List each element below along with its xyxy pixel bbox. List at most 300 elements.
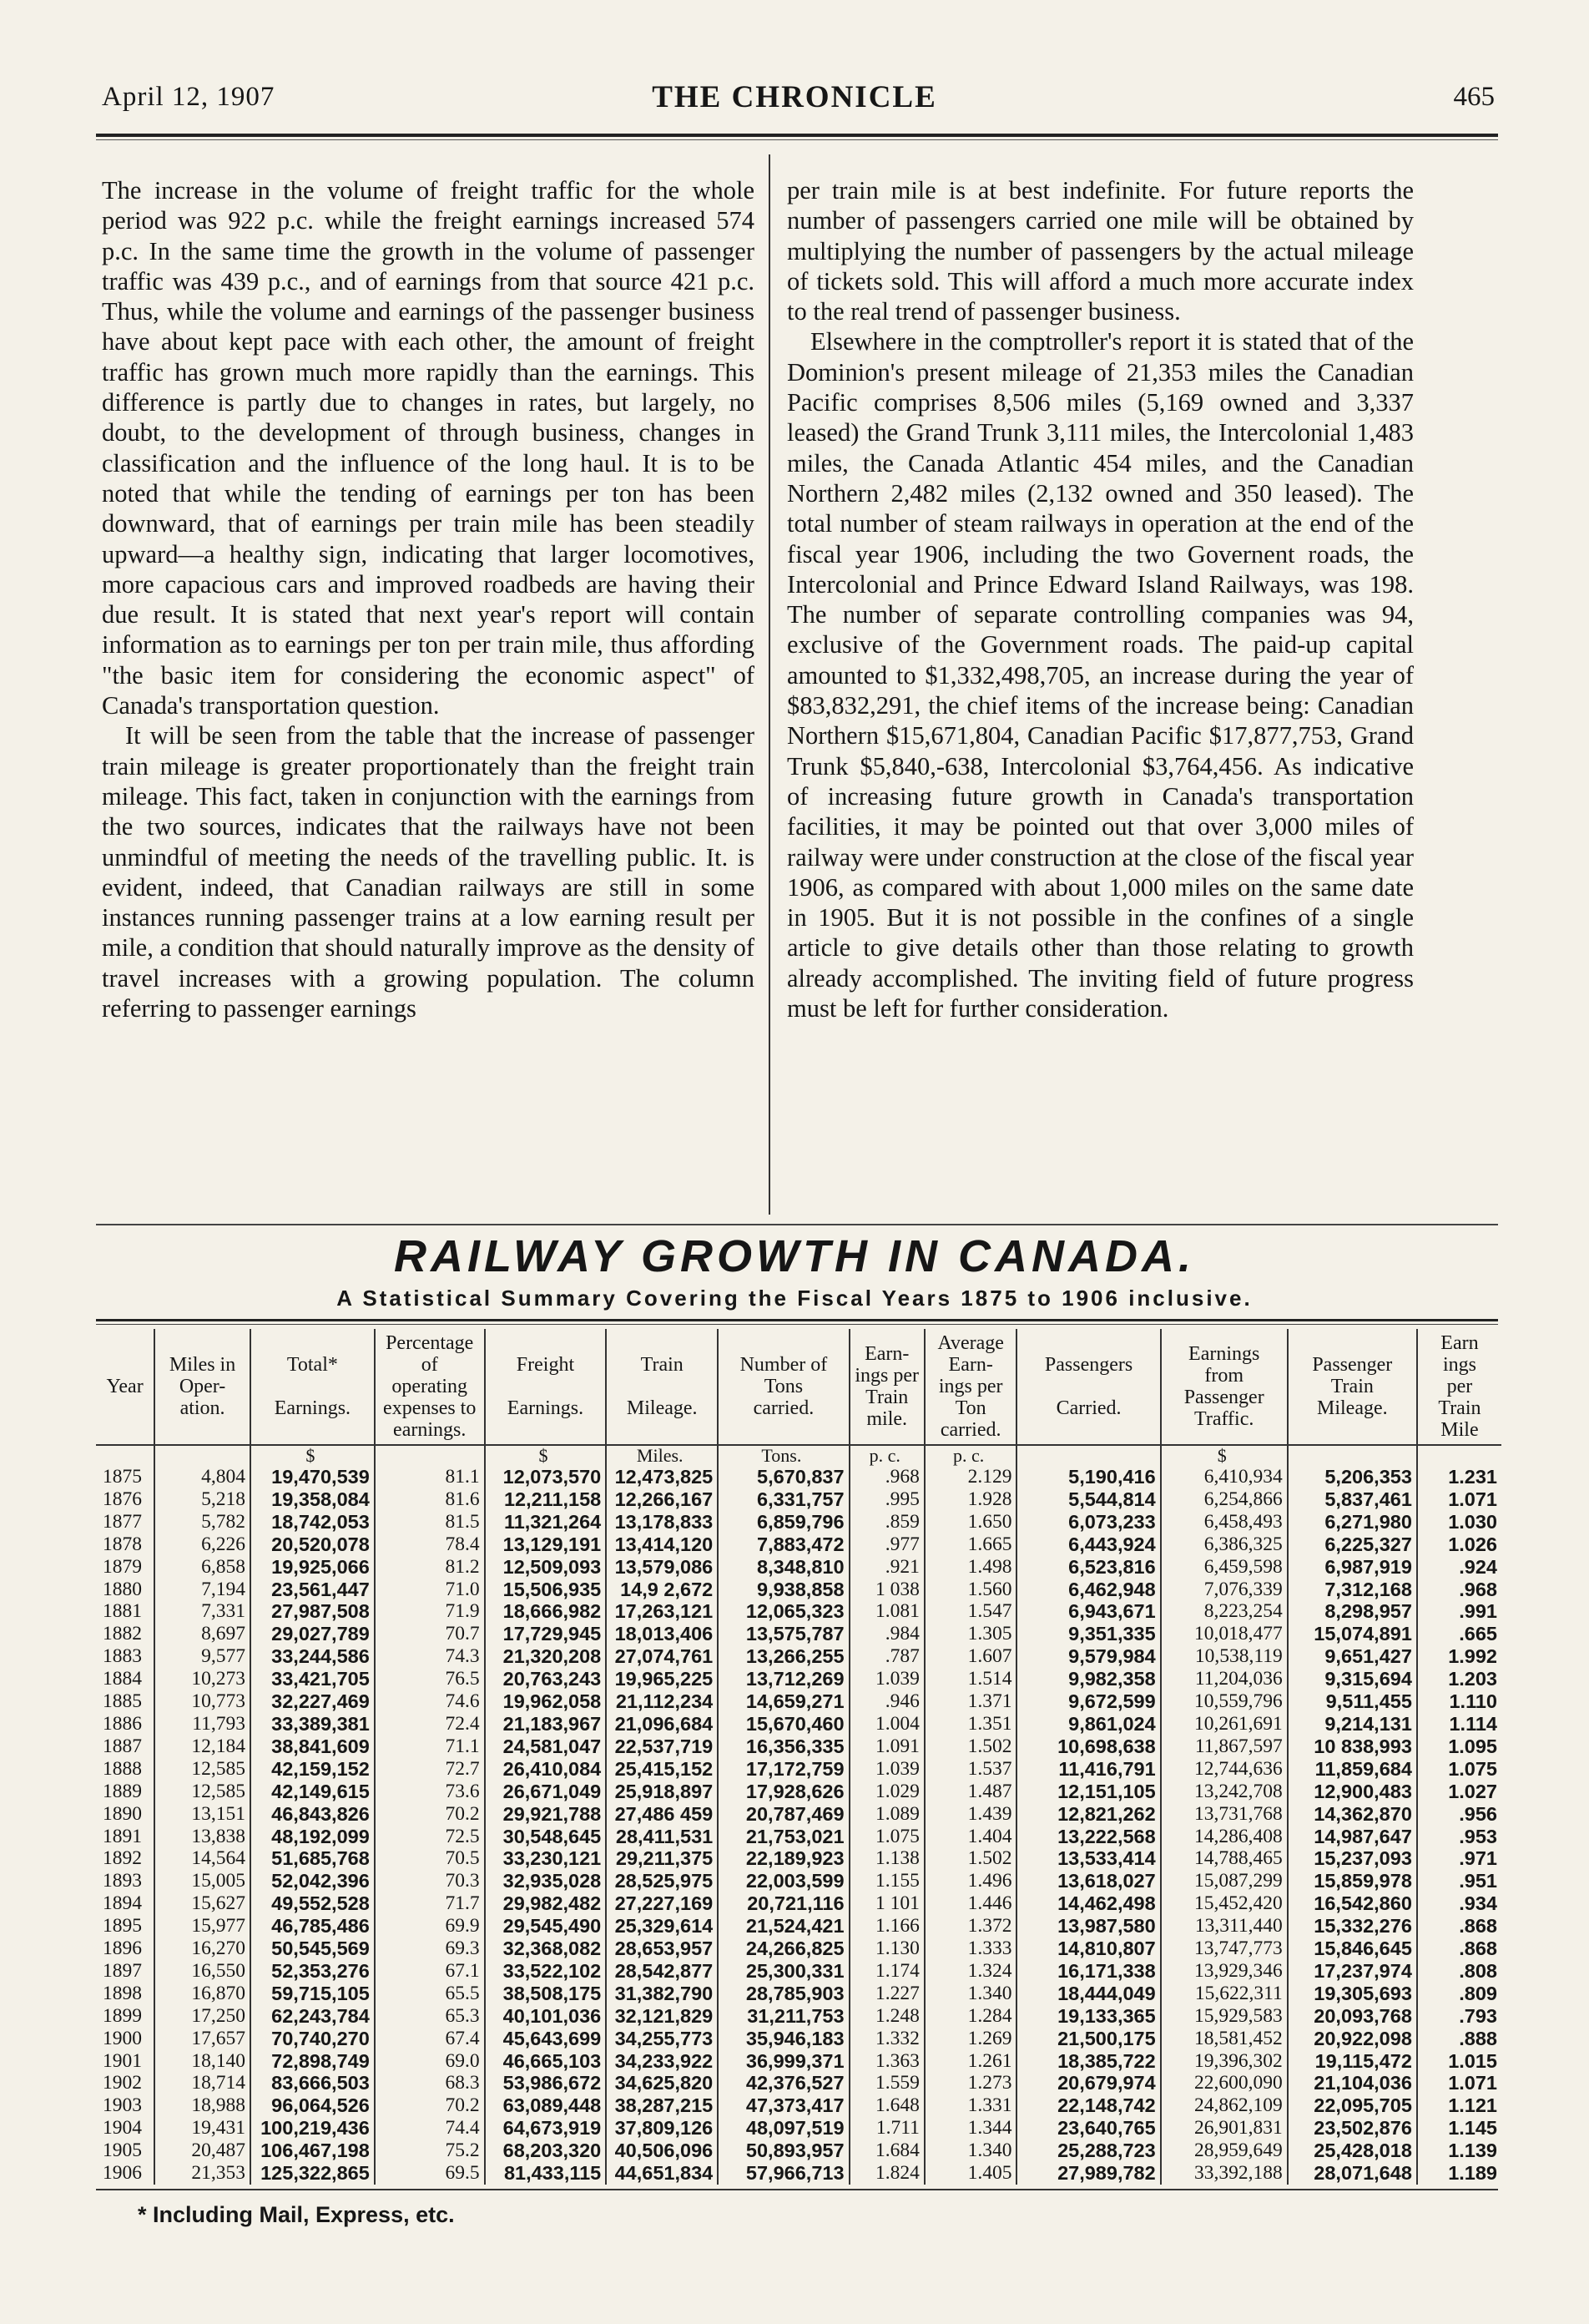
value-cell: 69.9 xyxy=(375,1915,485,1938)
value-cell: 46,785,486 xyxy=(250,1915,375,1938)
header-rule-thin xyxy=(96,139,1498,140)
value-cell: 14,9 2,672 xyxy=(606,1579,718,1601)
value-cell: 33,421,705 xyxy=(250,1668,375,1690)
table-footnote: * Including Mail, Express, etc. xyxy=(138,2202,455,2227)
value-cell: 64,673,919 xyxy=(485,2117,607,2140)
value-cell: 125,322,865 xyxy=(250,2162,375,2185)
value-cell: 1.039 xyxy=(850,1668,925,1690)
column-header-line: Freight xyxy=(516,1354,575,1376)
value-cell: 4,804 xyxy=(154,1466,250,1488)
value-cell: 5,218 xyxy=(154,1488,250,1511)
unit-cell: $ xyxy=(250,1445,375,1466)
value-cell: .868 xyxy=(1417,1915,1501,1938)
value-cell: 96,064,526 xyxy=(250,2094,375,2117)
value-cell: 1.075 xyxy=(1417,1758,1501,1781)
column-header-line xyxy=(253,1376,372,1397)
value-cell: 38,841,609 xyxy=(250,1735,375,1758)
column-divider xyxy=(769,154,770,1215)
value-cell: 29,545,490 xyxy=(485,1915,607,1938)
year-cell: 1876 xyxy=(103,1488,142,1510)
value-cell: 1.351 xyxy=(925,1713,1017,1735)
value-cell: 70.2 xyxy=(375,2094,485,2117)
year-cell: 1898 xyxy=(103,1982,142,2004)
value-cell: .934 xyxy=(1417,1892,1501,1915)
column-header-line: Mileage. xyxy=(1316,1397,1388,1419)
value-cell: 1.502 xyxy=(925,1847,1017,1870)
value-cell: 6,987,919 xyxy=(1288,1556,1417,1579)
table-row xyxy=(96,1533,1501,1556)
value-cell: 38,508,175 xyxy=(485,1983,607,2005)
value-cell: 63,089,448 xyxy=(485,2094,607,2117)
column-header-line: expenses to xyxy=(383,1397,477,1419)
value-cell: 17,263,121 xyxy=(606,1600,718,1623)
left-paragraph-1: The increase in the volume of freight traffic for the whole period was 922 p.c. while the freight earnings increased 574 p.c. In the same time the growth in the volume of passenger traffic was 439 p.c., and of earnings from that source 421 p.c. Thus, while the volume and earnings of the passenger business have about kept pace with each other, the amount of freight traffic has grown much more rapidly than the earnings. This difference is partly due to changes in rates, but largely, no doubt, to the development of through business, changes in classification and the influence of the long haul. It is to be noted that while the tending of earnings per ton has been downward, that of earnings per train mile has been steadily upward—a healthy sign, indicating that larger locomotives, more capacious cars and improved roadbeds are having their due result. It is stated that next year's report will contain information as to earnings per ton per train mile, thus affording "the basic item for considering the economic aspect" of Canada's transportation question. xyxy=(102,176,754,720)
year-cell: 1889 xyxy=(103,1780,142,1802)
value-cell: 14,987,647 xyxy=(1288,1826,1417,1848)
section-divider xyxy=(96,1224,1498,1225)
value-cell: 16,270 xyxy=(154,1938,250,1960)
value-cell: 25,288,723 xyxy=(1016,2140,1160,2162)
value-cell: 26,671,049 xyxy=(485,1781,607,1803)
value-cell: 13,242,708 xyxy=(1161,1781,1288,1803)
value-cell: 1.145 xyxy=(1417,2117,1501,2140)
column-header-line: Mile xyxy=(1440,1419,1479,1441)
value-cell: 6,410,934 xyxy=(1161,1466,1288,1488)
year-cell: 1887 xyxy=(103,1735,142,1757)
value-cell: 2.129 xyxy=(925,1466,1017,1488)
value-cell: .924 xyxy=(1417,1556,1501,1579)
value-cell: 15,929,583 xyxy=(1161,2005,1288,2028)
value-cell: 47,373,417 xyxy=(718,2094,849,2117)
column-header-line: per xyxy=(1446,1376,1473,1397)
table-row xyxy=(96,1803,1501,1826)
value-cell: 6,943,671 xyxy=(1016,1600,1160,1623)
value-cell: 11,867,597 xyxy=(1161,1735,1288,1758)
value-cell: 7,331 xyxy=(154,1600,250,1623)
year-cell: 1879 xyxy=(103,1555,142,1578)
value-cell: 81,433,115 xyxy=(485,2162,607,2185)
value-cell: 28,071,648 xyxy=(1288,2162,1417,2185)
value-cell: 19,305,693 xyxy=(1288,1983,1417,2005)
value-cell: 18,140 xyxy=(154,2050,250,2073)
value-cell: .808 xyxy=(1417,1960,1501,1983)
value-cell: 7,883,472 xyxy=(718,1533,849,1556)
value-cell: 27,987,508 xyxy=(250,1600,375,1623)
value-cell: 6,458,493 xyxy=(1161,1511,1288,1533)
value-cell: 32,121,829 xyxy=(606,2005,718,2028)
value-cell: 9,511,455 xyxy=(1288,1690,1417,1713)
value-cell: 1.650 xyxy=(925,1511,1017,1533)
value-cell: 1.514 xyxy=(925,1668,1017,1690)
value-cell: 7,312,168 xyxy=(1288,1579,1417,1601)
column-header-line: Passenger xyxy=(1183,1387,1264,1408)
column-header-line: ings per xyxy=(938,1376,1003,1397)
value-cell: 28,785,903 xyxy=(718,1983,849,2005)
value-cell: .921 xyxy=(850,1556,925,1579)
value-cell: 25,300,331 xyxy=(718,1960,849,1983)
value-cell: 9,315,694 xyxy=(1288,1668,1417,1690)
value-cell: 1.502 xyxy=(925,1735,1017,1758)
value-cell: 46,665,103 xyxy=(485,2050,607,2073)
value-cell: 12,151,105 xyxy=(1016,1781,1160,1803)
value-cell: 1.607 xyxy=(925,1645,1017,1668)
value-cell: 19,470,539 xyxy=(250,1466,375,1488)
value-cell: 71.0 xyxy=(375,1579,485,1601)
value-cell: 1 101 xyxy=(850,1892,925,1915)
value-cell: 15,074,891 xyxy=(1288,1623,1417,1645)
value-cell: 16,171,338 xyxy=(1016,1960,1160,1983)
value-cell: 42,149,615 xyxy=(250,1781,375,1803)
value-cell: 13,311,440 xyxy=(1161,1915,1288,1938)
table-row xyxy=(96,1983,1501,2005)
year-cell: 1877 xyxy=(103,1510,142,1533)
value-cell: 13,266,255 xyxy=(718,1645,849,1668)
value-cell: 15,622,311 xyxy=(1161,1983,1288,2005)
value-cell: 1.333 xyxy=(925,1938,1017,1960)
value-cell: 1.231 xyxy=(1417,1466,1501,1488)
value-cell: 15,627 xyxy=(154,1892,250,1915)
value-cell: 38,287,215 xyxy=(606,2094,718,2117)
column-header-line: Earn- xyxy=(865,1343,910,1365)
column-header-4 xyxy=(485,1329,607,1445)
value-cell: 28,653,957 xyxy=(606,1938,718,1960)
table-row xyxy=(96,1488,1501,1511)
value-cell: 100,219,436 xyxy=(250,2117,375,2140)
column-header-line: Miles in xyxy=(169,1354,236,1376)
column-header-line: operating xyxy=(391,1376,468,1397)
value-cell: .809 xyxy=(1417,1983,1501,2005)
value-cell: 19,133,365 xyxy=(1016,2005,1160,2028)
value-cell: 33,522,102 xyxy=(485,1960,607,1983)
column-header-line: Number of xyxy=(739,1354,828,1376)
value-cell: 1.071 xyxy=(1417,1488,1501,1511)
column-header-line: Mileage. xyxy=(626,1397,698,1419)
value-cell: 18,013,406 xyxy=(606,1623,718,1645)
page-number: 465 xyxy=(1453,82,1495,112)
value-cell: 1.331 xyxy=(925,2094,1017,2117)
column-header-line: Earnings. xyxy=(274,1397,351,1419)
column-header-line: Total* xyxy=(286,1354,338,1376)
value-cell: 13,129,191 xyxy=(485,1533,607,1556)
value-cell: 19,431 xyxy=(154,2117,250,2140)
value-cell: 1.071 xyxy=(1417,2072,1501,2094)
value-cell: 10,273 xyxy=(154,1668,250,1690)
value-cell: 27,227,169 xyxy=(606,1892,718,1915)
table-row xyxy=(96,1466,1501,1488)
value-cell: 1.114 xyxy=(1417,1713,1501,1735)
value-cell: 12,065,323 xyxy=(718,1600,849,1623)
value-cell: .977 xyxy=(850,1533,925,1556)
value-cell: 50,893,957 xyxy=(718,2140,849,2162)
value-cell: 16,356,335 xyxy=(718,1735,849,1758)
value-cell: 75.2 xyxy=(375,2140,485,2162)
value-cell: 13,579,086 xyxy=(606,1556,718,1579)
value-cell: 13,712,269 xyxy=(718,1668,849,1690)
value-cell: 25,428,018 xyxy=(1288,2140,1417,2162)
value-cell: .956 xyxy=(1417,1803,1501,1826)
value-cell: 70.3 xyxy=(375,1870,485,1892)
value-cell: 13,151 xyxy=(154,1803,250,1826)
value-cell: .665 xyxy=(1417,1623,1501,1645)
value-cell: 81.5 xyxy=(375,1511,485,1533)
value-cell: 31,382,790 xyxy=(606,1983,718,2005)
year-cell: 1890 xyxy=(103,1802,142,1825)
value-cell: 9,651,427 xyxy=(1288,1645,1417,1668)
value-cell: 13,533,414 xyxy=(1016,1847,1160,1870)
value-cell: 1.029 xyxy=(850,1781,925,1803)
value-cell: 8,348,810 xyxy=(718,1556,849,1579)
value-cell: .859 xyxy=(850,1511,925,1533)
column-header-line xyxy=(1019,1376,1158,1397)
table-row xyxy=(96,1690,1501,1713)
column-header-line: carried. xyxy=(940,1419,1001,1441)
value-cell: 22,537,719 xyxy=(606,1735,718,1758)
column-header-2 xyxy=(250,1329,375,1445)
value-cell: 81.6 xyxy=(375,1488,485,1511)
value-cell: 22,003,599 xyxy=(718,1870,849,1892)
year-cell: 1897 xyxy=(103,1959,142,1982)
value-cell: 6,443,924 xyxy=(1016,1533,1160,1556)
value-cell: 22,189,923 xyxy=(718,1847,849,1870)
value-cell: 73.6 xyxy=(375,1781,485,1803)
value-cell: 15,087,299 xyxy=(1161,1870,1288,1892)
value-cell: 29,027,789 xyxy=(250,1623,375,1645)
value-cell: 5,837,461 xyxy=(1288,1488,1417,1511)
year-cell: 1894 xyxy=(103,1892,142,1915)
value-cell: 29,982,482 xyxy=(485,1892,607,1915)
value-cell: 15,670,460 xyxy=(718,1713,849,1735)
value-cell: 106,467,198 xyxy=(250,2140,375,2162)
value-cell: 70.5 xyxy=(375,1847,485,1870)
value-cell: 11,416,791 xyxy=(1016,1758,1160,1781)
column-header-1 xyxy=(154,1329,250,1445)
column-header-line xyxy=(487,1376,604,1397)
table-row xyxy=(96,2072,1501,2094)
value-cell: 6,254,866 xyxy=(1161,1488,1288,1511)
value-cell: 25,329,614 xyxy=(606,1915,718,1938)
value-cell: 5,782 xyxy=(154,1511,250,1533)
value-cell: 9,351,335 xyxy=(1016,1623,1160,1645)
value-cell: 13,575,787 xyxy=(718,1623,849,1645)
value-cell: 62,243,784 xyxy=(250,2005,375,2028)
value-cell: 1.174 xyxy=(850,1960,925,1983)
value-cell: 12,073,570 xyxy=(485,1466,607,1488)
value-cell: 34,255,773 xyxy=(606,2028,718,2050)
value-cell: 45,643,699 xyxy=(485,2028,607,2050)
table-top-rule xyxy=(96,1319,1498,1321)
value-cell: 28,525,975 xyxy=(606,1870,718,1892)
left-paragraph-2: It will be seen from the table that the increase of passenger train mileage is greater proportionately than the freight train mileage. This fact, taken in conjunction with the earnings from the two sources, indicates that the railways have not been unmindful of meeting the needs of the travelling public. It. is evident, indeed, that Canadian railways are still in some instances running passenger trains at a low earning result per mile, a condition that should naturally improve as the density of travel increases with a growing population. The column referring to passenger earnings xyxy=(102,721,754,1023)
value-cell: 24,581,047 xyxy=(485,1735,607,1758)
value-cell: 53,986,672 xyxy=(485,2072,607,2094)
value-cell: .888 xyxy=(1417,2028,1501,2050)
value-cell: 18,444,049 xyxy=(1016,1983,1160,2005)
value-cell: 72.7 xyxy=(375,1758,485,1781)
value-cell: 13,414,120 xyxy=(606,1533,718,1556)
value-cell: 83,666,503 xyxy=(250,2072,375,2094)
table-row xyxy=(96,2094,1501,2117)
value-cell: .968 xyxy=(1417,1579,1501,1601)
value-cell: 1.203 xyxy=(1417,1668,1501,1690)
left-column xyxy=(102,175,754,1023)
right-paragraph-1: per train mile is at best indefinite. For future reports the number of passengers carried one mile will be obtained by multiplying the number of passengers by the actual mileage of tickets sold. This will afford a much more accurate index to the real trend of passenger business. xyxy=(787,176,1414,326)
table-row xyxy=(96,2117,1501,2140)
value-cell: 1.711 xyxy=(850,2117,925,2140)
year-cell: 1906 xyxy=(103,2162,142,2185)
value-cell: 21,500,175 xyxy=(1016,2028,1160,2050)
value-cell: 10,018,477 xyxy=(1161,1623,1288,1645)
unit-cell xyxy=(96,1445,154,1466)
value-cell: 1.684 xyxy=(850,2140,925,2162)
column-header-line: Carried. xyxy=(1056,1397,1122,1419)
table-row xyxy=(96,2162,1501,2185)
value-cell: 15,452,420 xyxy=(1161,1892,1288,1915)
value-cell: 1.138 xyxy=(850,1847,925,1870)
value-cell: 6,858 xyxy=(154,1556,250,1579)
value-cell: 34,625,820 xyxy=(606,2072,718,2094)
table-top-rule-thin xyxy=(96,1324,1498,1325)
value-cell: 9,672,599 xyxy=(1016,1690,1160,1713)
value-cell: 65.5 xyxy=(375,1983,485,2005)
value-cell: 81.2 xyxy=(375,1556,485,1579)
value-cell: 57,966,713 xyxy=(718,2162,849,2185)
value-cell: 33,389,381 xyxy=(250,1713,375,1735)
value-cell: 69.5 xyxy=(375,2162,485,2185)
header-title: THE CHRONICLE xyxy=(652,80,937,114)
column-header-line: Earnings. xyxy=(507,1397,584,1419)
value-cell: 35,946,183 xyxy=(718,2028,849,2050)
units-row xyxy=(96,1445,1501,1466)
value-cell: 6,073,233 xyxy=(1016,1511,1160,1533)
value-cell: 13,747,773 xyxy=(1161,1938,1288,1960)
value-cell: 67.4 xyxy=(375,2028,485,2050)
value-cell: 20,763,243 xyxy=(485,1668,607,1690)
table-row xyxy=(96,2005,1501,2028)
year-cell: 1881 xyxy=(103,1600,142,1623)
unit-cell xyxy=(375,1445,485,1466)
value-cell: 12,509,093 xyxy=(485,1556,607,1579)
year-cell: 1886 xyxy=(103,1712,142,1735)
unit-cell xyxy=(1016,1445,1160,1466)
value-cell: 68.3 xyxy=(375,2072,485,2094)
value-cell: 19,962,058 xyxy=(485,1690,607,1713)
value-cell: 1.547 xyxy=(925,1600,1017,1623)
value-cell: 17,729,945 xyxy=(485,1623,607,1645)
column-header-line: Average xyxy=(937,1332,1004,1354)
value-cell: 1.139 xyxy=(1417,2140,1501,2162)
value-cell: 18,385,722 xyxy=(1016,2050,1160,2073)
value-cell: 9,861,024 xyxy=(1016,1713,1160,1735)
value-cell: 14,810,807 xyxy=(1016,1938,1160,1960)
value-cell: 1.095 xyxy=(1417,1735,1501,1758)
value-cell: 33,244,586 xyxy=(250,1645,375,1668)
value-cell: 23,561,447 xyxy=(250,1579,375,1601)
column-header-6 xyxy=(718,1329,849,1445)
value-cell: 11,204,036 xyxy=(1161,1668,1288,1690)
value-cell: 12,821,262 xyxy=(1016,1803,1160,1826)
unit-cell: p. c. xyxy=(850,1445,925,1466)
year-cell: 1893 xyxy=(103,1870,142,1892)
column-header-line: ation. xyxy=(179,1397,225,1419)
year-cell: 1888 xyxy=(103,1757,142,1780)
value-cell: 70,740,270 xyxy=(250,2028,375,2050)
unit-cell: Tons. xyxy=(718,1445,849,1466)
value-cell: 1.039 xyxy=(850,1758,925,1781)
column-header-line xyxy=(608,1376,715,1397)
value-cell: 14,362,870 xyxy=(1288,1803,1417,1826)
value-cell: 15,005 xyxy=(154,1870,250,1892)
value-cell: 21,183,967 xyxy=(485,1713,607,1735)
value-cell: 13,618,027 xyxy=(1016,1870,1160,1892)
value-cell: 74.4 xyxy=(375,2117,485,2140)
value-cell: 6,386,325 xyxy=(1161,1533,1288,1556)
value-cell: .787 xyxy=(850,1645,925,1668)
table-header-row xyxy=(96,1329,1501,1445)
value-cell: 72.5 xyxy=(375,1826,485,1848)
table-row xyxy=(96,1938,1501,1960)
value-cell: 26,901,831 xyxy=(1161,2117,1288,2140)
value-cell: 18,581,452 xyxy=(1161,2028,1288,2050)
table-row xyxy=(96,1713,1501,1735)
value-cell: 14,659,271 xyxy=(718,1690,849,1713)
table-row xyxy=(96,2028,1501,2050)
value-cell: 19,396,302 xyxy=(1161,2050,1288,2073)
value-cell: 1.928 xyxy=(925,1488,1017,1511)
value-cell: 46,843,826 xyxy=(250,1803,375,1826)
table-row xyxy=(96,1870,1501,1892)
table-row xyxy=(96,1826,1501,1848)
value-cell: 1.560 xyxy=(925,1579,1017,1601)
value-cell: 78.4 xyxy=(375,1533,485,1556)
value-cell: 13,987,580 xyxy=(1016,1915,1160,1938)
value-cell: 11,793 xyxy=(154,1713,250,1735)
table-row xyxy=(96,1511,1501,1533)
value-cell: 28,959,649 xyxy=(1161,2140,1288,2162)
value-cell: 31,211,753 xyxy=(718,2005,849,2028)
value-cell: 1.405 xyxy=(925,2162,1017,2185)
value-cell: 52,353,276 xyxy=(250,1960,375,1983)
value-cell: 20,787,469 xyxy=(718,1803,849,1826)
column-header-line: ings xyxy=(1442,1354,1476,1376)
header-date: April 12, 1907 xyxy=(102,82,275,112)
value-cell: 10,698,638 xyxy=(1016,1735,1160,1758)
value-cell: 1.446 xyxy=(925,1892,1017,1915)
value-cell: 69.0 xyxy=(375,2050,485,2073)
value-cell: 9,982,358 xyxy=(1016,1668,1160,1690)
header-rule xyxy=(96,134,1498,137)
table-row xyxy=(96,2140,1501,2162)
value-cell: 24,266,825 xyxy=(718,1938,849,1960)
year-cell: 1883 xyxy=(103,1645,142,1668)
value-cell: 28,542,877 xyxy=(606,1960,718,1983)
value-cell: 14,462,498 xyxy=(1016,1892,1160,1915)
table-row xyxy=(96,1915,1501,1938)
value-cell: 12,184 xyxy=(154,1735,250,1758)
table-row xyxy=(96,1579,1501,1601)
unit-cell xyxy=(1288,1445,1417,1466)
value-cell: 1.284 xyxy=(925,2005,1017,2028)
value-cell: 24,862,109 xyxy=(1161,2094,1288,2117)
value-cell: 12,585 xyxy=(154,1781,250,1803)
column-header-11 xyxy=(1288,1329,1417,1445)
column-header-line: earnings. xyxy=(393,1419,467,1441)
column-header-line: Train xyxy=(1438,1397,1481,1419)
value-cell: 5,190,416 xyxy=(1016,1466,1160,1488)
value-cell: 1.121 xyxy=(1417,2094,1501,2117)
value-cell: .868 xyxy=(1417,1938,1501,1960)
unit-cell: p. c. xyxy=(925,1445,1017,1466)
value-cell: 14,564 xyxy=(154,1847,250,1870)
